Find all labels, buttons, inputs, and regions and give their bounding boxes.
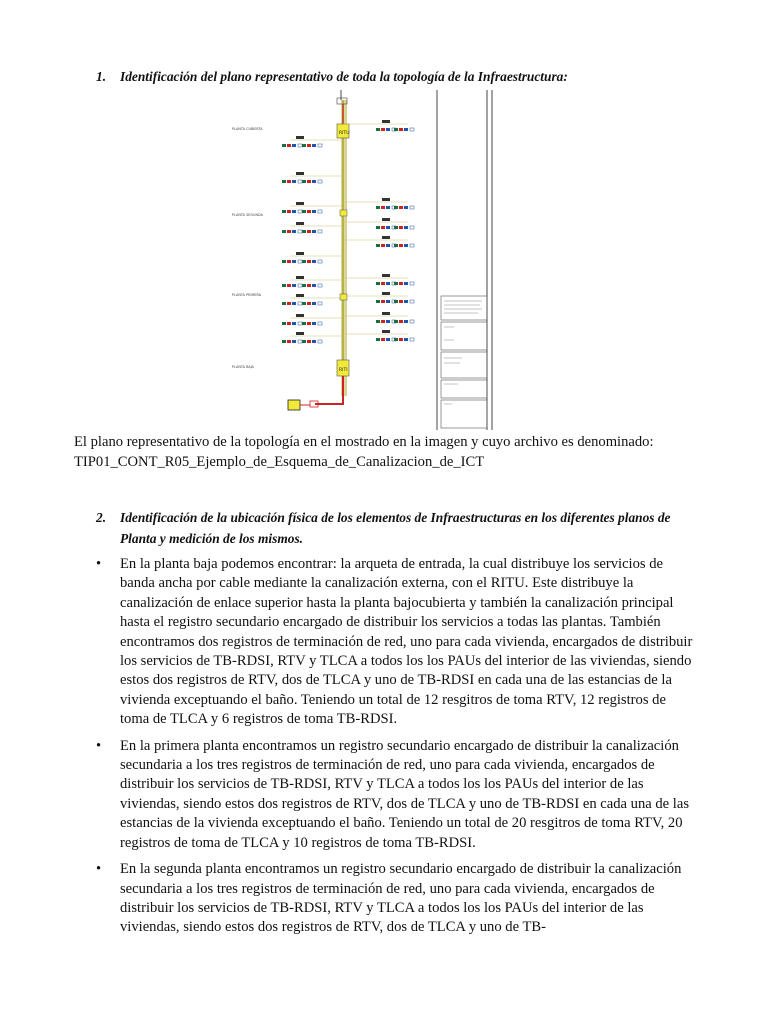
outlet-icon	[302, 144, 306, 147]
bullet-item	[96, 737, 696, 853]
outlet-icon	[312, 340, 316, 343]
outlet-icon	[282, 284, 286, 287]
outlet-icon	[386, 338, 390, 341]
bullet-marker: •	[96, 556, 102, 572]
bullet-text: En la segunda planta encontramos un registro secundario encargado de distribuir la canalización secundaria a los tres registros de terminación de red, uno para cada vivienda, encargados de distribuir los servicios de TB-RDSI, RTV y TLCA a todos los los PAUs del interior de las viviendas, siendo estos dos registros de RTV, dos de TLCA y uno de TB-	[120, 861, 682, 936]
svg-text:PLANTA BAJA: PLANTA BAJA	[232, 365, 254, 369]
outlet-icon	[292, 230, 296, 233]
ptr-icon	[296, 222, 304, 225]
outlet-icon	[386, 244, 390, 247]
outlet-icon	[302, 210, 306, 213]
ptr-icon	[382, 274, 390, 277]
outlet-icon	[404, 282, 408, 285]
outlet-icon	[292, 180, 296, 183]
outlet-icon	[307, 260, 311, 263]
section-2-number: 2.	[96, 510, 107, 525]
ptr-icon	[382, 120, 390, 123]
outlet-icon	[292, 302, 296, 305]
intro-filename: TIP01_CONT_R05_Ejemplo_de_Esquema_de_Canalizacion_de_ICT	[74, 454, 485, 470]
outlet-icon	[399, 300, 403, 303]
outlet-icon	[376, 300, 380, 303]
svg-text:PLANTA CUBIERTA: PLANTA CUBIERTA	[232, 127, 263, 131]
outlet-icon	[307, 180, 311, 183]
outlet-icon	[386, 226, 390, 229]
registro-secundario-icon	[340, 294, 347, 300]
outlet-icon	[307, 340, 311, 343]
outlet-icon	[282, 340, 286, 343]
ptr-icon	[296, 136, 304, 139]
outlet-icon	[312, 144, 316, 147]
outlet-icon	[302, 284, 306, 287]
bullet-text: En la primera planta encontramos un registro secundario encargado de distribuir la canalización secundaria a los tres registros de terminación de red, uno para cada vivienda, encargados de distribuir los servicios de TB-RDSI, RTV y TLCA a todos los los PAUs del interior de las viviendas, siendo estos dos registros de RTV, dos de TLCA y uno de TB-RDSI en cada una de las estancias de la vivienda exceptuando el baño. Teniendo un total de 20 resgitros de toma RTV, 20 registros de toma de TLCA y 10 registros de toma TB-RDSI.	[120, 737, 690, 851]
outlet-icon	[394, 226, 398, 229]
outlet-icon	[302, 302, 306, 305]
outlet-icon	[282, 180, 286, 183]
intro-paragraph	[74, 432, 714, 472]
registro-secundario-icon	[340, 210, 347, 216]
outlet-icon	[404, 338, 408, 341]
outlet-icon	[307, 144, 311, 147]
ptr-icon	[296, 332, 304, 335]
bullet-marker: •	[96, 737, 102, 754]
outlet-icon	[282, 230, 286, 233]
outlet-icon	[312, 302, 316, 305]
outlet-icon	[287, 260, 291, 263]
outlet-icon	[399, 338, 403, 341]
arqueta-icon	[288, 400, 300, 410]
outlet-icon	[376, 128, 380, 131]
outlet-icon	[292, 260, 296, 263]
bullet-list	[96, 555, 696, 945]
outlet-icon	[287, 340, 291, 343]
outlet-icon	[381, 206, 385, 209]
ptr-icon	[296, 252, 304, 255]
outlet-icon	[292, 210, 296, 213]
outlet-icon	[302, 230, 306, 233]
bullet-marker: •	[96, 861, 102, 878]
outlet-icon	[287, 144, 291, 147]
ptr-icon	[296, 276, 304, 279]
outlet-icon	[282, 144, 286, 147]
outlet-icon	[404, 244, 408, 247]
outlet-icon	[307, 230, 311, 233]
outlet-icon	[404, 128, 408, 131]
ptr-icon	[382, 292, 390, 295]
outlet-icon	[404, 226, 408, 229]
outlet-icon	[282, 210, 286, 213]
outlet-icon	[312, 180, 316, 183]
outlet-icon	[302, 322, 306, 325]
outlet-icon	[399, 128, 403, 131]
ptr-icon	[296, 294, 304, 297]
ptr-icon	[296, 172, 304, 175]
outlet-icon	[292, 144, 296, 147]
outlet-icon	[287, 302, 291, 305]
outlet-icon	[386, 206, 390, 209]
outlet-icon	[302, 260, 306, 263]
svg-text:PLANTA PRIMERA: PLANTA PRIMERA	[232, 293, 262, 297]
outlet-icon	[381, 244, 385, 247]
outlet-icon	[307, 302, 311, 305]
outlet-icon	[312, 284, 316, 287]
ptr-icon	[382, 218, 390, 221]
outlet-icon	[376, 206, 380, 209]
outlet-icon	[399, 244, 403, 247]
outlet-icon	[404, 206, 408, 209]
outlet-icon	[394, 282, 398, 285]
outlet-icon	[376, 226, 380, 229]
bullet-item	[96, 555, 696, 730]
bullet-text: En la planta baja podemos encontrar: la arqueta de entrada, la cual distribuye los servicios de banda ancha por cable mediante la canalización externa, con el RITU. Este distribuye la canalización de enlace superior hasta la planta bajocubierta y también la canalización principal hasta el registro secundario encargado de distribuir los servicios a todas las plantas. También encontramos dos registros de terminación de red, uno para cada vivienda, encargados de distribuir los servicios de TB-RDSI, RTV y TLCA a todos los los PAUs del interior de las viviendas, siendo estos dos registros de RTV, dos de TLCA y uno de TB-RDSI en cada una de las estancias de la vivienda exceptuando el baño. Teniendo un total de 12 resgitros de toma RTV, 12 registros de toma de TLCA y 6 registros de toma TB-RDSI.	[120, 556, 693, 728]
outlet-icon	[282, 260, 286, 263]
topology-diagram	[230, 86, 496, 432]
outlet-icon	[292, 340, 296, 343]
outlet-icon	[394, 338, 398, 341]
outlet-icon	[287, 284, 291, 287]
outlet-icon	[292, 284, 296, 287]
outlet-icon	[287, 230, 291, 233]
outlet-icon	[404, 300, 408, 303]
ptr-icon	[296, 202, 304, 205]
outlet-icon	[307, 322, 311, 325]
ptr-icon	[382, 312, 390, 315]
outlet-icon	[312, 260, 316, 263]
outlet-icon	[381, 320, 385, 323]
svg-text:RITU: RITU	[339, 131, 350, 136]
outlet-icon	[312, 230, 316, 233]
outlet-icon	[376, 320, 380, 323]
outlet-icon	[381, 282, 385, 285]
bullet-item	[96, 860, 696, 938]
outlet-icon	[287, 210, 291, 213]
outlet-icon	[312, 322, 316, 325]
intro-line-1: El plano representativo de la topología en el mostrado en la imagen y cuyo archivo es denominado:	[74, 434, 654, 450]
svg-text:RITI: RITI	[339, 368, 348, 373]
outlet-icon	[394, 244, 398, 247]
outlet-icon	[376, 282, 380, 285]
outlet-icon	[381, 300, 385, 303]
outlet-icon	[394, 206, 398, 209]
section-1-title: Identificación del plano representativo de toda la topología de la Infraestructura:	[120, 69, 568, 84]
outlet-icon	[381, 128, 385, 131]
section-1-heading	[96, 66, 696, 87]
outlet-icon	[302, 340, 306, 343]
outlet-icon	[376, 338, 380, 341]
section-2-heading	[96, 507, 696, 549]
ptr-icon	[296, 314, 304, 317]
outlet-icon	[312, 210, 316, 213]
outlet-icon	[282, 302, 286, 305]
ptr-icon	[382, 198, 390, 201]
outlet-icon	[386, 300, 390, 303]
section-2-title: Identificación de la ubicación física de los elementos de Infraestructuras en los diferentes planos de Planta y medición de los mismos.	[120, 510, 671, 546]
outlet-icon	[394, 320, 398, 323]
outlet-icon	[287, 180, 291, 183]
outlet-icon	[307, 284, 311, 287]
outlet-icon	[399, 206, 403, 209]
outlet-icon	[399, 226, 403, 229]
outlet-icon	[307, 210, 311, 213]
outlet-icon	[302, 180, 306, 183]
outlet-icon	[381, 338, 385, 341]
outlet-icon	[399, 320, 403, 323]
outlet-icon	[287, 322, 291, 325]
outlet-icon	[394, 128, 398, 131]
outlet-icon	[386, 320, 390, 323]
outlet-icon	[386, 282, 390, 285]
svg-text:PLANTA SEGUNDA: PLANTA SEGUNDA	[232, 213, 263, 217]
outlet-icon	[282, 322, 286, 325]
outlet-icon	[404, 320, 408, 323]
outlet-icon	[399, 282, 403, 285]
outlet-icon	[292, 322, 296, 325]
section-1-number: 1.	[96, 69, 107, 84]
outlet-icon	[376, 244, 380, 247]
outlet-icon	[394, 300, 398, 303]
outlet-icon	[386, 128, 390, 131]
ptr-icon	[382, 236, 390, 239]
outlet-icon	[381, 226, 385, 229]
ptr-icon	[382, 330, 390, 333]
